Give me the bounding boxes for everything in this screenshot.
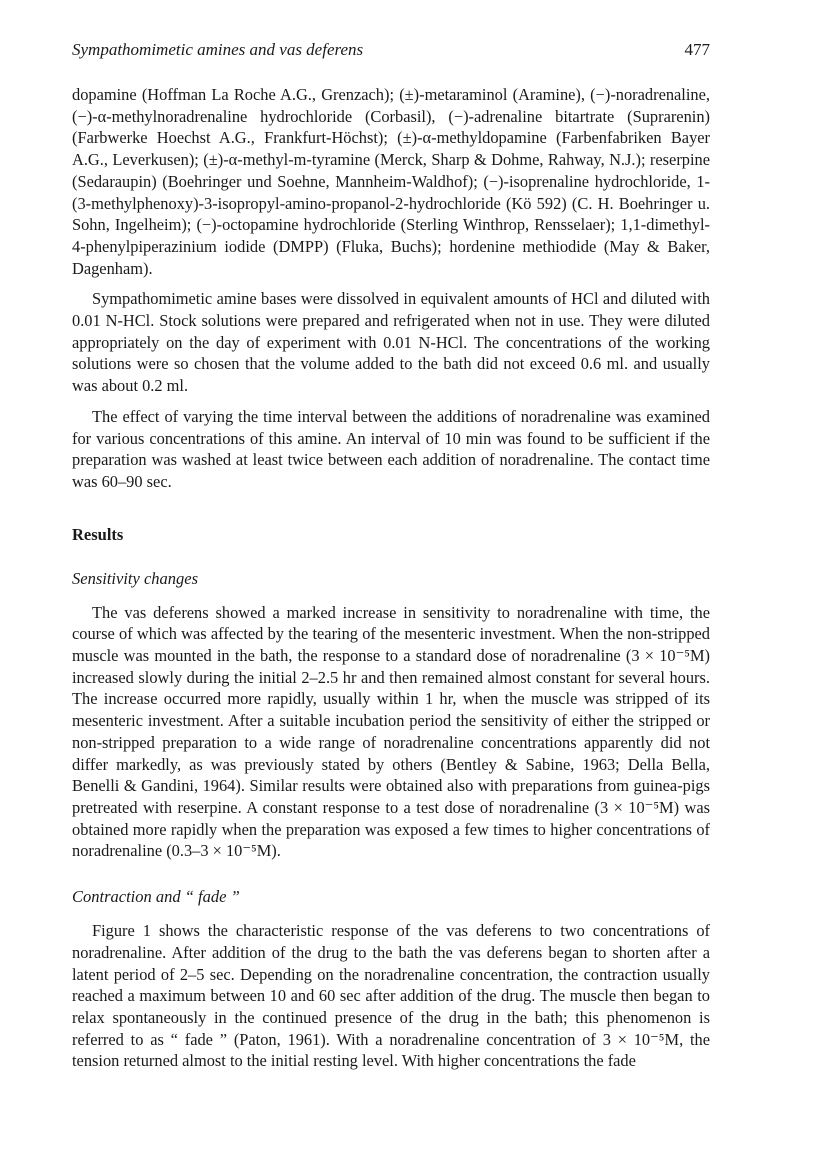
paragraph-time-interval: The effect of varying the time interval between the additions of noradrenaline was examined for various concentrations of this amine. An interval of 10 min was found to be sufficient if the preparation was washed at least twice between each addition of noradrenaline. The contact time was 60–90 sec. xyxy=(72,406,710,491)
paragraph-sensitivity-changes: The vas deferens showed a marked increase in sensitivity to noradrenaline with time, the course of which was affected by the tearing of the mesenteric investment. When the non-stripped muscle was mounted in the bath, the response to a standard dose of noradrenaline (3 × 10⁻⁵M) increased slowly during the initial 2–2.5 hr and then remained almost constant for several hours. The increase occurred more rapidly, usually within 1 hr, when the muscle was stripped of its mesenteric investment. After a suitable incubation period the sensitivity of either the stripped or non-stripped preparation to a wide range of noradrenaline concentrations apparently did not differ markedly, as was previously stated by others (Bentley & Sabine, 1963; Della Bella, Benelli & Gandini, 1964). Similar results were obtained also with preparations from guinea-pigs pretreated with reserpine. A constant response to a test dose of noradrenaline (3 × 10⁻⁵M) was obtained more rapidly when the preparation was exposed a few times to higher concentrations of noradrenaline (0.3–3 × 10⁻⁵M). xyxy=(72,602,710,861)
running-head xyxy=(72,40,710,66)
page-number: 477 xyxy=(684,40,710,59)
paragraph-solutions: Sympathomimetic amine bases were dissolved in equivalent amounts of HCl and diluted with 0.01 N-HCl. Stock solutions were prepared and refrigerated when not in use. They were diluted appropriately on the day of experiment with 0.01 N-HCl. The concentrations of the working solutions were so chosen that the volume added to the bath did not exceed 0.6 ml. and usually was about 0.2 ml. xyxy=(72,289,710,396)
running-title: Sympathomimetic amines and vas deferens xyxy=(72,40,364,59)
section-heading-results: Results xyxy=(72,524,124,544)
journal-page xyxy=(72,40,710,1072)
subsection-heading-sensitivity: Sensitivity changes xyxy=(72,568,199,588)
subsection-heading-contraction: Contraction and “ fade ” xyxy=(72,887,240,907)
paragraph-materials-list: dopamine (Hoffman La Roche A.G., Grenzach); (±)-metaraminol (Aramine), (−)-noradrenaline, (−)-α-methylnoradrenaline hydrochloride (Corbasil), (−)-adrenaline bitartrate (Suprarenin) (Farbwerke Hoechst A.G., Frankfurt-Höchst); (±)-α-methyldopamine (Farbenfabriken Bayer A.G., Leverkusen); (±)-α-methyl-m-tyramine (Merck, Sharp & Dohme, Rahway, N.J.); reserpine (Sedaraupin) (Boehringer und Soehne, Mannheim-Waldhof); (−)-isoprenaline hydrochloride, 1-(3-methylphenoxy)-3-isopropyl-amino-propanol-2-hydrochloride (Kö 592) (C. H. Boehringer u. Sohn, Ingelheim); (−)-octopamine hydrochloride (Sterling Winthrop, Rensselaer); 1,1-dimethyl-4-phenylpiperazinium iodide (DMPP) (Fluka, Buchs); hordenine methiodide (May & Baker, Dagenham). xyxy=(72,85,710,278)
paragraph-contraction-fade: Figure 1 shows the characteristic response of the vas deferens to two concentrations of noradrenaline. After addition of the drug to the bath the vas deferens began to shorten after a latent period of 2–5 sec. Depending on the noradrenaline concentration, the contraction usually reached a maximum between 10 and 60 sec after addition of the drug. The muscle then began to relax spontaneously in the continued presence of the drug in the bath; this phenomenon is referred to as “ fade ” (Paton, 1961). With a noradrenaline concentration of 3 × 10⁻⁵M, the tension returned almost to the initial resting level. With higher concentrations the fade xyxy=(72,921,710,1071)
